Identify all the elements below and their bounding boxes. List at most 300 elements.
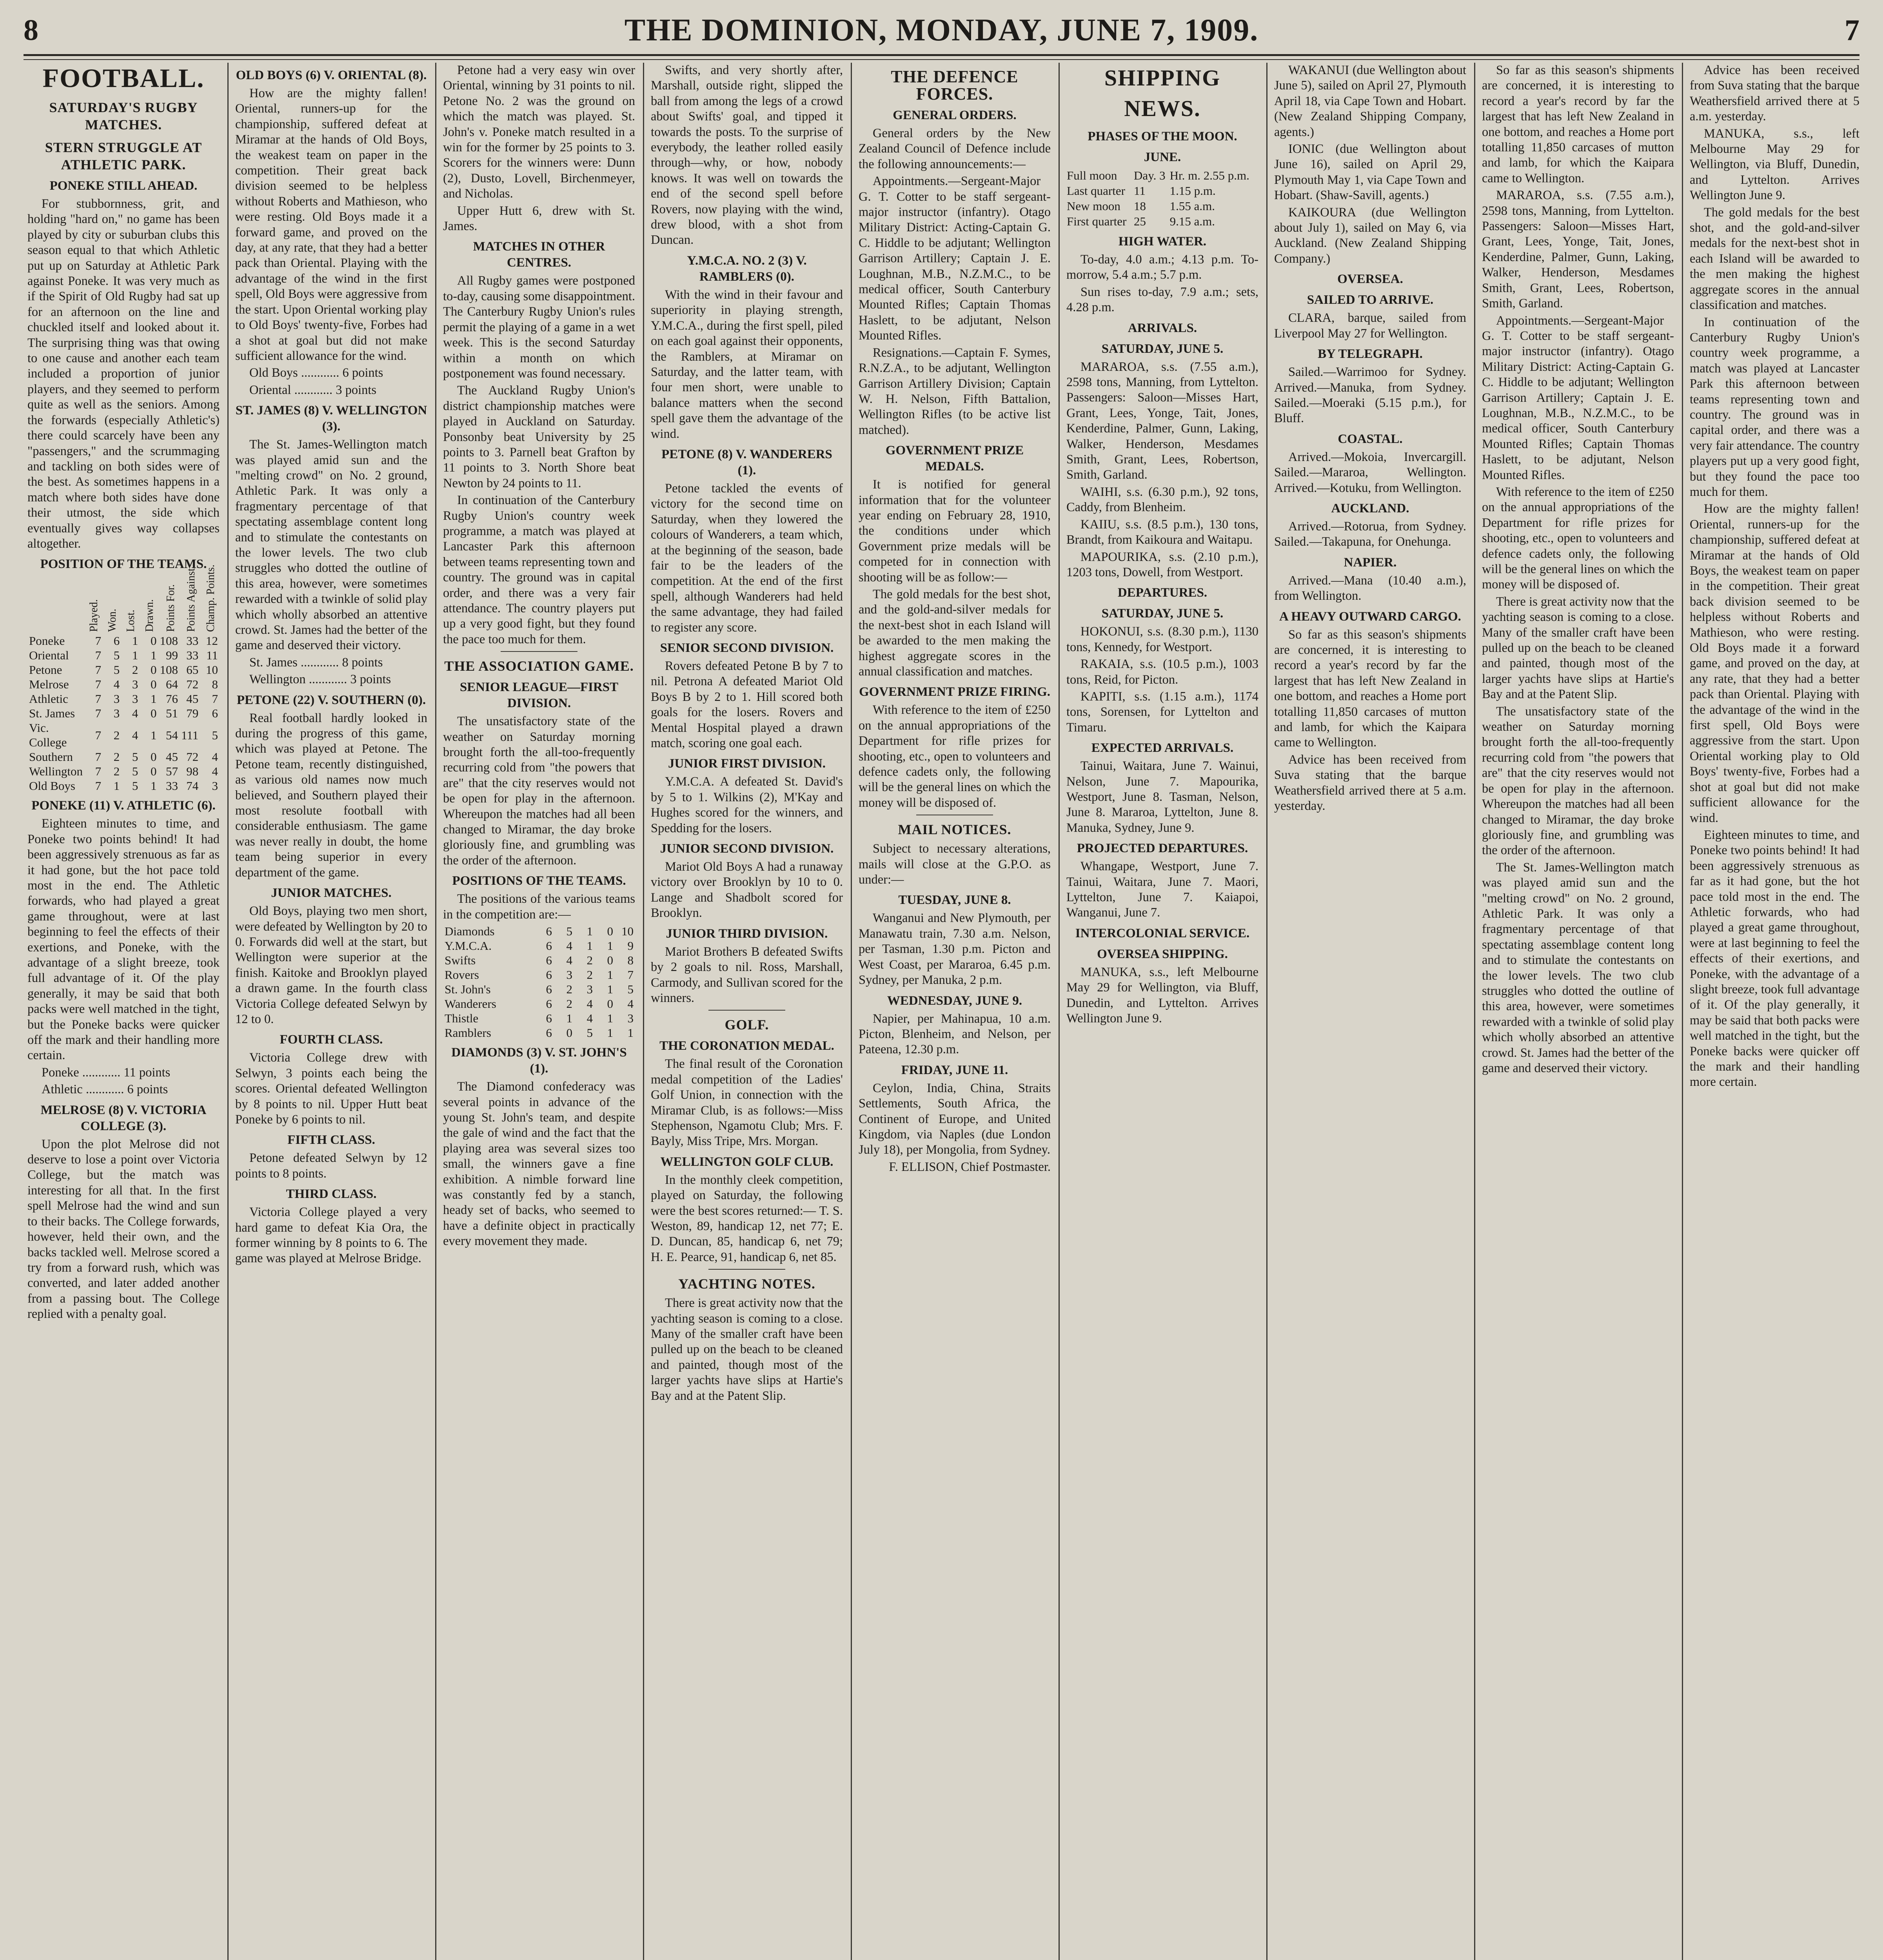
article-paragraph: The St. James-Wellington match was played amid sun and the "melting crowd" on No. 2 ground, Athletic Park. It was only a fragmentary percentage of that spectating assemblage content long and to stimulate the contestants on the lower levels. The two club struggles who dotted the outline of this area, however, were sometimes rewarded with a twinkle of solid play which wholly absorbed an attentive crowd. St. James had the better of the game and deserved their victory. <box>235 437 427 653</box>
stat-cell: 3 <box>132 692 138 706</box>
column-rule <box>1266 63 1267 1960</box>
table-row <box>27 750 220 764</box>
column-header: Played. <box>88 599 100 632</box>
article-paragraph: The final result of the Coronation medal competition of the Ladies' Golf Union, in connection with the Miramar Club, is as follows:—Miss Stephenson, Ngamotu Club; Mrs. F. Bayly, Miss Tripe, Mrs. Morgan. <box>651 1057 843 1149</box>
stat-cell: 6 <box>546 953 552 967</box>
article-paragraph: Upon the plot Melrose did not deserve to lose a point over Victoria College, but the match was interesting for all that. In the first spell Melrose had the wind and sun to their backs. The College forwards, however, held their own, and the backs tackled well. Melrose scored a try from a forward rush, which was converted, and later added another from a passing bout. The College replied with a penalty goal. <box>27 1137 220 1321</box>
article-paragraph: Petone defeated Selwyn by 12 points to 8 points. <box>235 1151 427 1181</box>
stat-cell: 5 <box>113 663 120 677</box>
article-paragraph: Appointments.—Sergeant-Major G. T. Cotter to be staff sergeant-major instructor (infantry). Otago Military District: Acting-Captain G. C. Hiddle to be adjutant; Wellington Garrison Artillery; Captain J. E. Loughnan, M.B., N.Z.M.C., to be medical officer, South Canterbury Mounted Rifles; Captain Thomas Haslett, to be adjutant, Nelson Mounted Rifles. <box>859 174 1051 343</box>
stat-cell: 1.15 p.m. <box>1169 184 1216 198</box>
stat-cell: 7 <box>95 692 102 706</box>
article-paragraph: Real football hardly looked in during the progress of this game, which was played at Petone. The Petone team, recently distinguished, as various old names now much believed, and Southern played their most resolute football with considerable enthusiasm. The game was never really in doubt, the home team being superior in every department of the game. <box>235 711 427 880</box>
stat-cell: 3 <box>113 692 120 706</box>
stat-cell: 3 <box>113 706 120 720</box>
article-heading: OVERSEA SHIPPING. <box>1097 947 1228 961</box>
stat-cell: 72 <box>186 750 199 764</box>
stat-cell: 0 <box>151 750 157 764</box>
phases-month: JUNE. <box>1144 150 1181 164</box>
article-heading: COASTAL. <box>1338 432 1403 446</box>
article-paragraph: Mariot Old Boys A had a runaway victory over Brooklyn by 10 to 0. Lange and Shadbolt scored for Brooklyn. <box>651 860 843 920</box>
stat-cell: 7 <box>95 764 102 779</box>
stat-cell: 1 <box>113 779 120 793</box>
article-heading: PROJECTED DEPARTURES. <box>1077 841 1248 856</box>
article-heading: MELROSE (8) V. VICTORIA COLLEGE (3). <box>40 1103 207 1133</box>
article-paragraph: Advice has been received from Suva stating that the barque Weathersfield arrived there at 5 a.m. yesterday. <box>1274 752 1466 813</box>
article-paragraph: Arrived.—Mokoia, Invercargill. Sailed.—Mararoa, Wellington. Arrived.—Kotuku, from Wellington. <box>1274 450 1466 495</box>
article-heading: AUCKLAND. <box>1331 501 1409 515</box>
article-paragraph: All Rugby games were postponed to-day, causing some disappointment. The Canterbury Rugby Union's rules permit the playing of a game in a wet week. This is the second Saturday within a month on which postponement was found necessary. <box>443 274 635 381</box>
stat-cell: 6 <box>546 968 552 982</box>
article-paragraph: MAPOURIKA, s.s. (2.10 p.m.), 1203 tons, Dowell, from Westport. <box>1066 550 1258 579</box>
stat-cell: 11 <box>206 648 218 662</box>
section-title-defence: THE DEFENCE FORCES. <box>891 67 1019 103</box>
article-paragraph: Victoria College drew with Selwyn, 3 points each being the scores. Oriental defeated Wellington by 8 points to nil. Upper Hutt beat Poneke by 6 points to nil. <box>235 1051 427 1127</box>
article-heading: GOVERNMENT PRIZE FIRING. <box>859 685 1051 699</box>
article-subheading: SATURDAY, JUNE 5. <box>1101 606 1224 621</box>
article-paragraph: CLARA, barque, sailed from Liverpool May 27 for Wellington. <box>1274 311 1466 341</box>
score-line: St. James ............ 8 points <box>249 655 383 670</box>
team-name-cell: New moon <box>1067 199 1120 213</box>
stat-cell: 6 <box>546 924 552 938</box>
article-heading: FIFTH CLASS. <box>287 1133 375 1147</box>
article-paragraph: The positions of the various teams in the competition are:— <box>443 892 635 922</box>
stat-cell: 6 <box>546 1011 552 1025</box>
article-heading: ARRIVALS. <box>1128 321 1197 335</box>
stat-cell: 7 <box>95 750 102 764</box>
article-paragraph: So far as this season's shipments are concerned, it is interesting to record a year's record by far the largest that has left New Zealand in one bottom, and reaches a Home port totalling 11,850 carcases of mutton and lamb, for which the Kaipara came to Wellington. <box>1274 627 1466 750</box>
stat-cell: 18 <box>1134 199 1146 213</box>
moon-phase-row <box>1066 198 1258 214</box>
article-paragraph: KAIKOURA (due Wellington about July 1), sailed on May 6, via Auckland. (New Zealand Shipping Company.) <box>1274 205 1466 266</box>
article-paragraph: The gold medals for the best shot, and the gold-and-silver medals for the next-best shot in each Island will be awarded to the men making the highest aggregate scores in the annual classification and matches. <box>859 587 1051 679</box>
article-heading: JUNIOR THIRD DIVISION. <box>666 926 828 941</box>
stat-cell: 5 <box>113 648 120 662</box>
article-paragraph: The Auckland Rugby Union's district championship matches were played in Auckland on Saturday. Ponsonby beat University by 25 points to 3. Parnell beat Grafton by 11 points to 3. North Shore beat Newton by 24 points to 11. <box>443 383 635 490</box>
table-row <box>443 1011 635 1025</box>
score-line: Poneke ............ 11 points <box>42 1065 171 1080</box>
stat-cell: 6 <box>546 939 552 953</box>
stat-cell: Day. 3 <box>1134 169 1166 182</box>
stat-cell: 0 <box>151 764 157 779</box>
article-paragraph: There is great activity now that the yachting season is coming to a close. Many of the smaller craft have been pulled up on the beach to be cleaned and painted, though most of the larger yachts have slips at Hartie's Bay and at the Patent Slip. <box>651 1296 843 1403</box>
article-heading: THE CORONATION MEDAL. <box>659 1039 834 1053</box>
team-name-cell: Ramblers <box>445 1026 491 1040</box>
article-paragraph: Arrived.—Rotorua, from Sydney. Sailed.—Takapuna, for Onehunga. <box>1274 519 1466 549</box>
table-row <box>443 924 635 938</box>
divider <box>708 1269 785 1270</box>
stat-cell: 0 <box>607 997 613 1011</box>
team-name-cell: Diamonds <box>445 924 495 938</box>
stat-cell: 5 <box>132 764 138 779</box>
article-paragraph: With the wind in their favour and superiority in playing strength, Y.M.C.A., during the first spell, piled on each goal against their opponents, the Ramblers, at Miramar on Saturday, and the latter team, with four men short, were unable to balance matters when the second spell gave them the advantage of the wind. <box>651 287 843 441</box>
stat-cell: 1 <box>607 939 613 953</box>
article-heading: PETONE (8) V. WANDERERS (1). <box>661 447 832 477</box>
stat-cell: 4 <box>212 764 218 779</box>
article-heading: OLD BOYS (6) V. ORIENTAL (8). <box>236 68 427 82</box>
divider <box>708 1010 785 1011</box>
column-shipping-4 <box>1690 63 1859 1960</box>
stat-cell: 2 <box>113 750 120 764</box>
stat-cell: 0 <box>151 706 157 720</box>
table-row <box>27 764 220 779</box>
stat-cell: 10 <box>621 924 634 938</box>
stat-cell: 51 <box>166 706 178 720</box>
article-paragraph: Appointments.—Sergeant-Major G. T. Cotter to be staff sergeant-major instructor (infantry). Otago Military District: Acting-Captain G. C. Hiddle to be adjutant; Wellington Garrison Artillery; Captain J. E. Loughnan, M.B., N.Z.M.C., to be medical officer, South Canterbury Mounted Rifles; Captain Thomas Haslett, to be adjutant, Nelson Mounted Rifles. <box>1482 313 1674 482</box>
stat-cell: 3 <box>566 968 572 982</box>
column-shipping-3 <box>1482 63 1674 1960</box>
stat-cell: 0 <box>607 953 613 967</box>
stat-cell: 2 <box>132 663 138 677</box>
stat-cell: 33 <box>166 779 178 793</box>
table-row <box>443 953 635 967</box>
column-shipping-2 <box>1274 63 1466 1960</box>
stat-cell: 2 <box>113 728 120 742</box>
table-row <box>27 633 220 648</box>
article-paragraph: Arrived.—Mana (10.40 a.m.), from Wellington. <box>1274 573 1466 603</box>
article-paragraph: Whangape, Westport, June 7. Tainui, Waitara, June 7. Maori, Lyttelton, June 7. Kaiapoi, Wanganui, June 7. <box>1066 859 1258 920</box>
article-heading: WEDNESDAY, JUNE 9. <box>887 993 1022 1008</box>
stat-cell: 9 <box>627 939 634 953</box>
article-paragraph: Advice has been received from Suva stating that the barque Weathersfield arrived there at 5 a.m. yesterday. <box>1690 63 1859 124</box>
column-header: Points Against. <box>185 565 198 632</box>
table-row <box>27 691 220 706</box>
stat-cell: 0 <box>607 924 613 938</box>
stat-cell: 1 <box>607 968 613 982</box>
table-row <box>27 720 220 750</box>
article-heading: STERN STRUGGLE AT ATHLETIC PARK. <box>45 140 202 172</box>
article-paragraph: The unsatisfactory state of the weather on Saturday morning brought forth the all-too-frequently recurring cold from "the powers that are" that the city reserves would not be open for play in the afternoon. Whereupon the matches had all been changed to Miramar, the day broke gloriously fine, and grumbling was the order of the afternoon. <box>1482 704 1674 858</box>
association-positions-table <box>443 924 635 1040</box>
stat-cell: 6 <box>113 634 120 648</box>
table-row <box>443 938 635 953</box>
article-paragraph: Upper Hutt 6, drew with St. James. <box>443 203 635 234</box>
table-title: POSITIONS OF THE TEAMS. <box>452 874 626 888</box>
column-rule <box>227 63 229 1960</box>
team-name-cell: Poneke <box>29 634 65 648</box>
article-heading: INTERCOLONIAL SERVICE. <box>1075 926 1250 940</box>
stat-cell: 7 <box>95 706 102 720</box>
stat-cell: 12 <box>206 634 218 648</box>
stat-cell: 5 <box>132 750 138 764</box>
stat-cell: 1 <box>566 1011 572 1025</box>
table-row <box>443 967 635 982</box>
article-paragraph: With reference to the item of £250 on the annual appropriations of the Department for rifle prizes for shooting, etc., open to volunteers and defence cadets only, the following will be the general lines on which the money will be disposed of. <box>859 703 1051 810</box>
stat-cell: 8 <box>212 677 218 691</box>
article-heading: FRIDAY, JUNE 11. <box>901 1063 1008 1077</box>
article-heading: THIRD CLASS. <box>286 1187 377 1201</box>
stat-cell: 9.15 a.m. <box>1169 214 1215 228</box>
masthead <box>24 10 1859 51</box>
article-paragraph: IONIC (due Wellington about June 16), sailed on April 29, Plymouth May 1, via Cape Town and Hobart. (Shaw-Savill, agents.) <box>1274 142 1466 203</box>
column-soccer-golf <box>651 63 843 1960</box>
article-heading: BY TELEGRAPH. <box>1318 347 1423 361</box>
team-name-cell: Vic. College <box>29 721 67 750</box>
team-name-cell: Old Boys <box>29 779 75 793</box>
stat-cell: 1 <box>151 692 157 706</box>
stat-cell: 4 <box>566 939 572 953</box>
article-paragraph: KAIIU, s.s. (8.5 p.m.), 130 tons, Brandt, from Kaikoura and Waitapu. <box>1066 517 1258 547</box>
article-paragraph: MANUKA, s.s., left Melbourne May 29 for Wellington, via Bluff, Dunedin, and Lyttelton. Arrives Wellington June 9. <box>1066 965 1258 1026</box>
score-line: Wellington ............ 3 points <box>249 672 391 687</box>
table-row <box>443 1025 635 1040</box>
table-row <box>27 706 220 720</box>
stat-cell: 7 <box>212 692 218 706</box>
article-heading: PHASES OF THE MOON. <box>1088 129 1237 143</box>
article-paragraph: Sailed.—Warrimoo for Sydney. Arrived.—Manuka, from Sydney. Sailed.—Moeraki (5.15 p.m.), for Bluff. <box>1274 365 1466 426</box>
stat-cell: 111 <box>181 728 199 742</box>
team-name-cell: Rovers <box>445 968 479 982</box>
stat-cell: 1 <box>607 1011 613 1025</box>
article-paragraph: To-day, 4.0 a.m.; 4.13 p.m. To-morrow, 5.4 a.m.; 5.7 p.m. <box>1066 252 1258 282</box>
team-name-cell: Athletic <box>29 692 68 706</box>
article-heading: A HEAVY OUTWARD CARGO. <box>1279 609 1461 624</box>
team-name-cell: Southern <box>29 750 73 764</box>
stat-cell: 3 <box>212 779 218 793</box>
stat-cell: 7 <box>95 677 102 691</box>
article-paragraph: The Diamond confederacy was several points in advance of the young St. John's team, and despite the gale of wind and the fact that the playing area was several sizes too small, the winners gave a fine exhibition. A nimble forward line was constantly fed by a stanch, heady set of backs, who seemed to have a definite object in practically every movement they made. <box>443 1080 635 1249</box>
stat-cell: 79 <box>186 706 199 720</box>
stat-cell: 6 <box>546 997 552 1011</box>
stat-cell: 1 <box>132 634 138 648</box>
team-name-cell: First quarter <box>1067 214 1127 228</box>
signature: F. ELLISON, Chief Postmaster. <box>889 1160 1051 1174</box>
stat-cell: 3 <box>132 677 138 691</box>
article-paragraph: The St. James-Wellington match was played amid sun and the "melting crowd" on No. 2 ground, Athletic Park. It was only a fragmentary percentage of that spectating assemblage content long and to stimulate the contestants on the lower levels. The two club struggles who dotted the outline of this area, however, were sometimes rewarded with a twinkle of solid play which wholly absorbed an attentive crowd. St. James had the better of the game and deserved their victory. <box>1482 860 1674 1075</box>
moon-phase-row <box>1066 214 1258 229</box>
article-paragraph: General orders by the New Zealand Council of Defence include the following announcements:— <box>859 126 1051 171</box>
stat-cell: 7 <box>95 634 102 648</box>
article-heading: SAILED TO ARRIVE. <box>1307 293 1434 307</box>
team-name-cell: Wellington <box>29 764 83 779</box>
stat-cell: 74 <box>186 779 199 793</box>
article-heading: JUNIOR MATCHES. <box>271 886 392 900</box>
team-name-cell: St. James <box>29 706 75 720</box>
column-shipping <box>1066 63 1258 1960</box>
stat-cell: 3 <box>587 982 593 996</box>
stat-cell: 1 <box>607 982 613 996</box>
stat-cell: 99 <box>166 648 178 662</box>
stat-cell: 5 <box>587 1026 593 1040</box>
stat-cell: 10 <box>206 663 218 677</box>
section-title-mail: MAIL NOTICES. <box>898 822 1011 838</box>
column-header: Points For. <box>165 584 177 632</box>
article-paragraph: How are the mighty fallen! Oriental, runners-up for the championship, suffered defeat at Miramar at the hands of Old Boys, the weakest team on paper in the competition. Their great back division seemed to be helpless without Roberts and Mathieson, who were resting. Old Boys made it a forward game, and proved on the day, at any rate, that they had a better pack than Oriental. Playing with the advantage of the wind in the first spell, Old Boys were aggressive from the start. Upon Oriental working play to Old Boys' twenty-five, Forbes had a shot at goal but did not make sufficient allowance for the wind. <box>1690 502 1859 825</box>
article-paragraph: Rovers defeated Petone B by 7 to nil. Petrona A defeated Mariot Old Boys B by 2 to 1. Hill scored both goals for the losers. Rovers and Mental Hospital played a drawn match, scoring one goal each. <box>651 659 843 751</box>
stat-cell: 72 <box>186 677 199 691</box>
article-paragraph: HOKONUI, s.s. (8.30 p.m.), 1130 tons, Kennedy, for Westport. <box>1066 624 1258 654</box>
stat-cell: 33 <box>186 634 199 648</box>
stat-cell: 7 <box>95 728 102 742</box>
team-name-cell: Melrose <box>29 677 69 691</box>
stat-cell: 2 <box>587 968 593 982</box>
stat-cell: 45 <box>186 692 199 706</box>
newspaper-title: THE DOMINION, MONDAY, JUNE 7, 1909. <box>624 13 1259 47</box>
stat-cell: 6 <box>546 1026 552 1040</box>
team-name-cell: Petone <box>29 663 62 677</box>
table-row <box>27 677 220 691</box>
article-heading: MATCHES IN OTHER CENTRES. <box>473 240 605 270</box>
article-paragraph: Ceylon, India, China, Straits Settlements, South Africa, the Continent of Europe, and United Kingdom, via Naples (due London July 18), per Mongolia, from Sydney. <box>859 1081 1051 1157</box>
section-title: GOLF. <box>725 1017 769 1033</box>
moon-phase-row <box>1066 183 1258 198</box>
column-header: Won. <box>106 609 119 632</box>
article-paragraph: The gold medals for the best shot, and the gold-and-silver medals for the next-best shot in each Island will be awarded to the men making the highest aggregate scores in the annual classification and matches. <box>1690 205 1859 312</box>
article-paragraph: With reference to the item of £250 on the annual appropriations of the Department for rifle prizes for shooting, etc., open to volunteers and defence cadets only, the following will be the general lines on which the money will be disposed of. <box>1482 485 1674 592</box>
article-paragraph: RAKAIA, s.s. (10.5 p.m.), 1003 tons, Reid, for Picton. <box>1066 657 1258 687</box>
column-rule <box>1682 63 1683 1960</box>
article-paragraph: MANUKA, s.s., left Melbourne May 29 for Wellington, via Bluff, Dunedin, and Lyttelton. Arrives Wellington June 9. <box>1690 126 1859 203</box>
team-name-cell: Swifts <box>445 953 476 967</box>
column-header: Lost. <box>125 610 137 632</box>
article-heading: DIAMONDS (3) V. ST. JOHN'S (1). <box>451 1045 627 1076</box>
stat-cell: 1 <box>627 1026 634 1040</box>
article-heading: GENERAL ORDERS. <box>893 108 1017 122</box>
article-paragraph: Y.M.C.A. A defeated St. David's by 5 to 1. Wilkins (2), M'Kay and Hughes scored for the winners, and Spedding for the losers. <box>651 775 843 835</box>
stat-cell: 6 <box>546 982 552 996</box>
stat-cell: 5 <box>627 982 634 996</box>
article-paragraph: In the monthly cleek competition, played on Saturday, the following were the best scores returned:— T. S. Weston, 89, handicap 12, net 77; E. D. Duncan, 85, handicap 6, net 79; H. E. Pearce, 91, handicap 6, net 85. <box>651 1172 843 1264</box>
article-paragraph: How are the mighty fallen! Oriental, runners-up for the championship, suffered defeat at Miramar at the hands of Old Boys, the weakest team on paper in the competition. Their great back division seemed to be helpless without Roberts and Mathieson, who were resting. Old Boys made it a forward game, and proved on the day, at any rate, that they had a better pack than Oriental. Playing with the advantage of the wind in the first spell, Old Boys were aggressive from the start. Upon Oriental working play to Old Boys' twenty-five, Forbes had a shot at goal but did not make sufficient allowance for the wind. <box>235 86 427 363</box>
team-name-cell: Last quarter <box>1067 184 1125 198</box>
stat-cell: 1 <box>587 939 593 953</box>
stat-cell: 4 <box>113 677 120 691</box>
section-title: THE ASSOCIATION GAME. <box>444 658 634 674</box>
stat-cell: 0 <box>151 663 157 677</box>
article-heading: FOURTH CLASS. <box>280 1033 383 1047</box>
article-paragraph: Resignations.—Captain F. Symes, R.N.Z.A., to be adjutant, Wellington Garrison Artillery Division; Captain W. H. Nelson, Fifth Battalion, Wellington Rifles (to be active list matched). <box>859 345 1051 437</box>
stat-cell: 108 <box>160 663 178 677</box>
stat-cell: 6 <box>212 706 218 720</box>
stat-cell: 7 <box>627 968 634 982</box>
article-paragraph: Swifts, and very shortly after, Marshall, outside right, slipped the ball from among the legs of a crowd about Swifts' goal, and tipped it towards the posts. To the surprise of everybody, the leather rolled easily through—why, or how, nobody knows. It was well on towards the end of the second spell before Rovers, now playing with the wind, drew blood, with a shot from Duncan. <box>651 63 843 247</box>
score-line: Old Boys ............ 6 points <box>249 366 383 380</box>
table-row <box>27 662 220 677</box>
stat-cell: Hr. m. 2.55 p.m. <box>1169 169 1249 182</box>
team-name-cell: Wanderers <box>445 997 496 1011</box>
stat-cell: 2 <box>113 764 120 779</box>
team-name-cell: Oriental <box>29 648 69 662</box>
column-football <box>27 63 220 1960</box>
article-paragraph: Tainui, Waitara, June 7. Wainui, Nelson, June 7. Mapourika, Westport, June 8. Tasman, Nelson, June 8. Mararoa, Lyttelton, June 8. Manuka, Sydney, June 9. <box>1066 759 1258 835</box>
article-paragraph: MARAROA, s.s. (7.55 a.m.), 2598 tons, Manning, from Lyttelton. Passengers: Saloon—Misses Hart, Grant, Lees, Yonge, Tait, Jones, Kenderdine, Palmer, Gunn, Laking, Walker, Henderson, Mesdames Smith, Grant, Lees, Robertson, Smith, Garland. <box>1066 359 1258 482</box>
stat-cell: 7 <box>95 663 102 677</box>
table-row <box>27 648 220 662</box>
article-paragraph: Eighteen minutes to time, and Poneke two points behind! It had been aggressively strenuous as far as it had gone, but the hot pace told most in the end. The Athletic forwards, who had played a great game throughout, were at last beginning to feel the effects of their exertions, and Poneke, with the advantage of a slight breeze, took full advantage of it. Of the play generally, it may be said that both packs were well matched in the tight, but the Poneke backs were quicker off the mark and their handling more certain. <box>1690 828 1859 1089</box>
article-heading: OVERSEA. <box>1337 272 1403 287</box>
stat-cell: 4 <box>132 706 138 720</box>
stat-cell: 11 <box>1134 184 1146 198</box>
divider <box>501 651 577 652</box>
stat-cell: 8 <box>627 953 634 967</box>
stat-cell: 1 <box>607 1026 613 1040</box>
table-header-row <box>27 575 220 633</box>
stat-cell: 5 <box>132 779 138 793</box>
stat-cell: 1 <box>151 779 157 793</box>
column-rugby-results <box>235 63 427 1960</box>
article-paragraph: The unsatisfactory state of the weather on Saturday morning brought forth the all-too-frequently recurring cold from "the powers that are" that the city reserves would not be open for play in the afternoon. Whereupon the matches had all been changed to Miramar, the day broke gloriously fine, and grumbling was the order of the afternoon. <box>443 714 635 867</box>
table-title: POSITION OF THE TEAMS. <box>40 557 207 572</box>
table-row <box>443 996 635 1011</box>
article-paragraph: Petone had a very easy win over Oriental, winning by 31 points to nil. Petone No. 2 was the ground on which the match was played. St. John's v. Poneke match resulted in a win for the former by 25 points to 3. Scorers for the winners were: Dunn (2), Dusto, Lovell, Birchenmeyer, and Nicholas. <box>443 63 635 201</box>
column-rule <box>851 63 852 1960</box>
column-header: Champ. Points. <box>205 564 217 632</box>
stat-cell: 1.55 a.m. <box>1169 199 1215 213</box>
stat-cell: 0 <box>151 677 157 691</box>
team-name-cell: St. John's <box>445 982 491 996</box>
article-heading: GOVERNMENT PRIZE MEDALS. <box>885 443 1024 474</box>
stat-cell: 4 <box>587 1011 593 1025</box>
section-title-shipping: SHIPPING NEWS. <box>1104 65 1221 121</box>
article-paragraph: For stubbornness, grit, and holding "hard on," no game has been played by city or suburban clubs this season equal to that which Athletic put up on Saturday at Athletic Park against Poneke. It was very much as if the Spirit of Old Rugby had sat up for an afternoon on the line and chuckled itself and looked about it. The surprising thing was that owing to one cause and another each team included a proportion of junior players, and they seemed to perform quite as well as the seniors. Among the forwards (especially Athletic's) there could scarcely have been any "passengers," and the scrummaging and tackling on both sides were of the best. As sometimes happens in a match where both sides have done their utmost, the side which eventually gives way collapses altogether. <box>27 197 220 551</box>
column-rule <box>1059 63 1060 1960</box>
article-heading: SATURDAY'S RUGBY MATCHES. <box>49 100 198 132</box>
article-heading: Y.M.C.A. NO. 2 (3) V. RAMBLERS (0). <box>687 253 807 284</box>
stat-cell: 4 <box>212 750 218 764</box>
article-paragraph: It is notified for general information that for the volunteer year ending on February 28, 1910, the conditions under which Government prize medals will be competed for in connection with shooting will be as follow:— <box>859 477 1051 584</box>
article-paragraph: Eighteen minutes to time, and Poneke two points behind! It had been aggressively strenuous as far as it had gone, but the hot pace told most in the end. The Athletic forwards, who had played a great game throughout, were at last beginning to feel the effects of their exertions, and Poneke, with the advantage of a slight breeze, took full advantage of it. Of the play generally, it may be said that both packs were well matched in the tight, but the Poneke backs were quicker off the mark and their handling more certain. <box>27 817 220 1063</box>
stat-cell: 1 <box>587 924 593 938</box>
article-subheading: SATURDAY, JUNE 5. <box>1101 341 1224 356</box>
page-number-left: 8 <box>24 14 38 47</box>
stat-cell: 3 <box>627 1011 634 1025</box>
article-heading: PETONE (22) V. SOUTHERN (0). <box>236 693 426 707</box>
stat-cell: 108 <box>160 634 178 648</box>
table-row <box>443 982 635 996</box>
stat-cell: 64 <box>166 677 178 691</box>
article-heading: EXPECTED ARRIVALS. <box>1091 741 1234 755</box>
stat-cell: 0 <box>566 1026 572 1040</box>
article-heading: WELLINGTON GOLF CLUB. <box>660 1154 833 1169</box>
stat-cell: 7 <box>95 779 102 793</box>
stat-cell: 4 <box>132 728 138 742</box>
article-heading: HIGH WATER. <box>1118 234 1207 249</box>
article-paragraph: In continuation of the Canterbury Rugby Union's country week programme, a match was played at Lancaster Park this afternoon between teams representing town and country. The ground was in capital order, and there was a very fair attendance. The country players put up a very good fight, but they found the pace too much for them. <box>443 493 635 646</box>
masthead-rule <box>24 54 1859 60</box>
stat-cell: 4 <box>627 997 634 1011</box>
moon-phases-table <box>1066 168 1258 229</box>
article-paragraph: MARAROA, s.s. (7.55 a.m.), 2598 tons, Manning, from Lyttelton. Passengers: Saloon—Misses Hart, Grant, Lees, Yonge, Tait, Jones, Kenderdine, Palmer, Gunn, Laking, Walker, Henderson, Mesdames Smith, Grant, Lees, Robertson, Smith, Garland. <box>1482 188 1674 311</box>
article-heading: DEPARTURES. <box>1117 586 1208 600</box>
team-name-cell: Thistle <box>445 1011 479 1025</box>
article-paragraph: Napier, per Mahinapua, 10 a.m. Picton, Blenheim, and Nelson, per Pateena, 12.30 p.m. <box>859 1011 1051 1057</box>
stat-cell: 0 <box>151 634 157 648</box>
column-rule <box>1474 63 1475 1960</box>
article-heading: NAPIER. <box>1344 555 1397 570</box>
article-paragraph: Petone tackled the events of victory for the second time on Saturday, when they lowered the colours of Wanderers, a team which, at the beginning of the season, bade fair to be the leaders of the competition. At the end of the first spell, although Wanderers had held the same advantage, they had failed to register any score. <box>651 481 843 635</box>
team-name-cell: Y.M.C.A. <box>445 939 492 953</box>
score-line: Athletic ............ 6 points <box>42 1082 168 1097</box>
stat-cell: 98 <box>186 764 199 779</box>
column-header: Drawn. <box>143 599 156 632</box>
stat-cell: 5 <box>566 924 572 938</box>
stat-cell: 4 <box>566 953 572 967</box>
article-paragraph: Sun rises to-day, 7.9 a.m.; sets, 4.28 p.m. <box>1066 285 1258 315</box>
table-row <box>27 779 220 793</box>
stat-cell: 33 <box>186 648 199 662</box>
article-subheading: PONEKE STILL AHEAD. <box>49 179 198 193</box>
column-defence <box>859 63 1051 1960</box>
article-paragraph: So far as this season's shipments are concerned, it is interesting to record a year's record by far the largest that has left New Zealand in one bottom, and reaches a Home port totalling 11,850 carcases of mutton and lamb, for which the Kaipara came to Wellington. <box>1482 63 1674 185</box>
article-paragraph: WAIHI, s.s. (6.30 p.m.), 92 tons, Caddy, from Blenheim. <box>1066 485 1258 515</box>
article-paragraph: There is great activity now that the yachting season is coming to a close. Many of the smaller craft have been pulled up on the beach to be cleaned and painted, though most of the larger yachts have slips at Hartie's Bay and at the Patent Slip. <box>1482 594 1674 702</box>
column-association <box>443 63 635 1960</box>
stat-cell: 57 <box>166 764 178 779</box>
article-paragraph: Subject to necessary alterations, mails will close at the G.P.O. as under:— <box>859 842 1051 887</box>
section-title: YACHTING NOTES. <box>678 1276 815 1292</box>
stat-cell: 1 <box>132 648 138 662</box>
score-line: Oriental ............ 3 points <box>249 383 377 397</box>
